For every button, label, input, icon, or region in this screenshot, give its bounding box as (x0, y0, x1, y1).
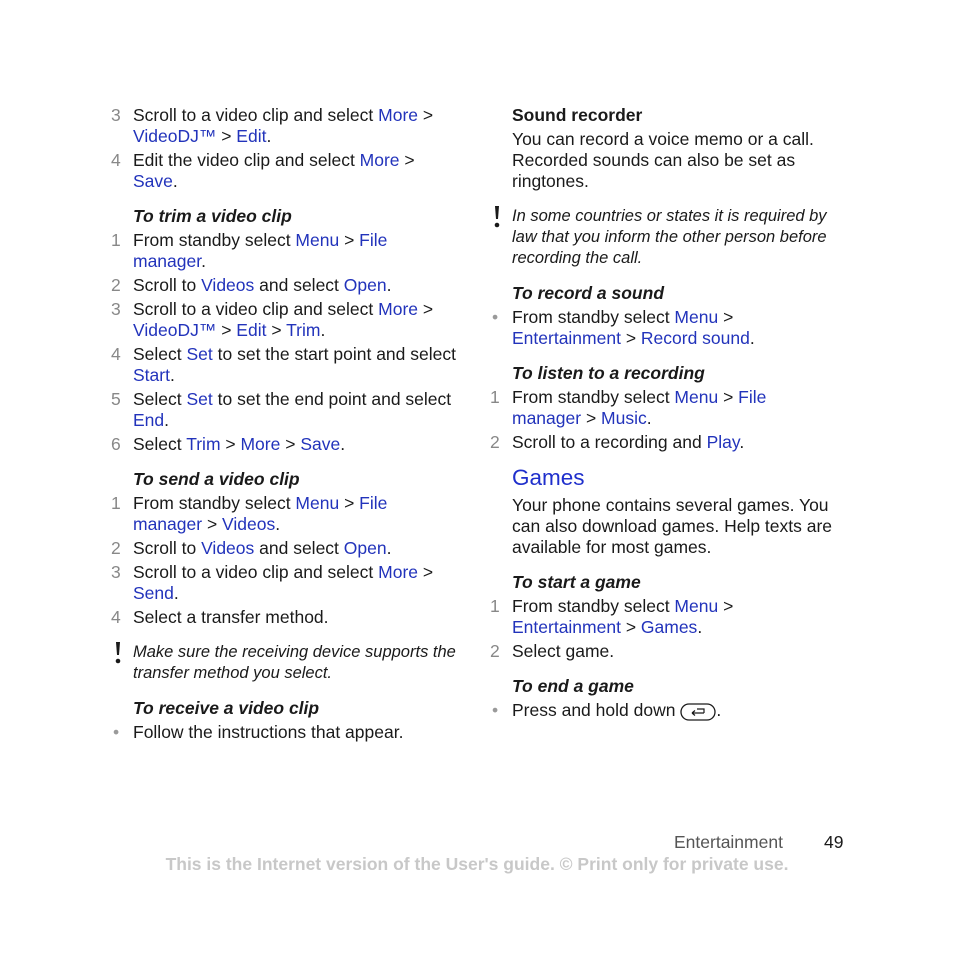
list-item (111, 722, 456, 743)
record-bullet-text (512, 307, 755, 348)
list-item (111, 607, 456, 628)
step-text: > (220, 434, 241, 454)
menu-path-link[interactable]: Menu (295, 230, 340, 250)
step-text: > (718, 387, 739, 407)
send-steps (111, 493, 456, 628)
step-number: 2 (490, 641, 500, 661)
right-column (490, 105, 840, 724)
step-number: 1 (490, 596, 500, 616)
menu-path-link[interactable]: Send (133, 583, 174, 603)
menu-path-link[interactable]: Menu (674, 387, 719, 407)
step-text: . (646, 408, 652, 428)
step-number: 4 (111, 344, 121, 364)
recorder-note-text: In some countries or states it is required by law that you inform the other person before recording the call. (512, 207, 827, 267)
step-text: > (620, 328, 641, 348)
step-text: . (386, 538, 392, 558)
step-text: From standby select (512, 387, 675, 407)
bullet-dot: • (492, 307, 499, 327)
menu-path-link[interactable]: Trim (186, 434, 221, 454)
trim-heading: To trim a video clip (133, 206, 292, 226)
games-text: Your phone contains several games. You can also download games. Help texts are available for most games. (512, 495, 833, 557)
step-text: Select (133, 389, 187, 409)
list-item (111, 538, 456, 559)
start-game-heading: To start a game (512, 572, 641, 592)
menu-path-link[interactable]: Save (133, 171, 173, 191)
receive-heading: To receive a video clip (133, 698, 320, 718)
menu-path-link[interactable]: End (133, 410, 165, 430)
menu-path-link[interactable]: More (240, 434, 281, 454)
step-text: . (266, 126, 272, 146)
menu-path-link[interactable]: Videos (201, 275, 255, 295)
menu-path-link[interactable]: Set (186, 389, 213, 409)
list-item (490, 596, 840, 638)
step-text: . (201, 251, 206, 271)
end-game-heading: To end a game (512, 676, 634, 696)
list-item (111, 562, 456, 604)
list-item (111, 275, 456, 296)
games-title: Games (512, 465, 585, 490)
menu-path-link[interactable]: Menu (674, 596, 719, 616)
step-number: 3 (111, 562, 121, 582)
menu-path-link[interactable]: Music (601, 408, 647, 428)
step-text: . (739, 432, 745, 452)
start-game-steps (490, 596, 840, 662)
step-text: > (620, 617, 641, 637)
list-item (490, 432, 840, 453)
step-text: > (266, 320, 287, 340)
step-text: Select game. (512, 641, 615, 661)
menu-path-link[interactable]: Menu (674, 307, 719, 327)
list-item (490, 307, 840, 349)
step-text: Scroll to a video clip and select (133, 105, 379, 125)
step-text: . (697, 617, 703, 637)
menu-path-link[interactable]: Edit (236, 320, 267, 340)
menu-path-link[interactable]: Save (300, 434, 341, 454)
step-number: 6 (111, 434, 121, 454)
step-number: 5 (111, 389, 121, 409)
step-number: 3 (111, 299, 121, 319)
step-text: Scroll to (133, 275, 202, 295)
step-text: to set the start point and select (212, 344, 456, 364)
menu-path-link[interactable]: VideoDJ™ (133, 320, 217, 340)
warning-icon (491, 205, 503, 231)
step-text: . (386, 275, 392, 295)
step-text: Select a transfer method. (133, 607, 329, 627)
step-text: From standby select (512, 307, 675, 327)
list-item (490, 700, 840, 721)
menu-path-link[interactable]: VideoDJ™ (133, 126, 217, 146)
warning-icon (112, 641, 124, 667)
receive-bullet-text: Follow the instructions that appear. (133, 722, 404, 742)
list-item (111, 434, 456, 455)
menu-path-link[interactable]: Play (706, 432, 740, 452)
list-item (111, 230, 456, 272)
step-text: . (164, 410, 170, 430)
step-number: 2 (490, 432, 500, 452)
menu-path-link[interactable]: More (378, 299, 419, 319)
menu-path-link[interactable]: Entertainment (512, 617, 621, 637)
step-text: > (418, 562, 434, 582)
listen-heading: To listen to a recording (512, 363, 705, 383)
step-text: Scroll to a video clip and select (133, 562, 379, 582)
step-text: > (216, 320, 237, 340)
step-text: > (718, 596, 734, 616)
menu-path-link[interactable]: Record sound (640, 328, 750, 348)
step-number: 4 (111, 607, 121, 627)
receive-steps (111, 722, 456, 743)
step-number: 1 (490, 387, 500, 407)
trim-steps (111, 230, 456, 455)
sound-recorder-text: You can record a voice memo or a call. Recorded sounds can also be set as ringtones. (512, 129, 814, 191)
list-item (111, 150, 456, 192)
step-text: and select (254, 275, 344, 295)
list-item (111, 389, 456, 431)
step-text: From standby select (512, 596, 675, 616)
step-text: > (581, 408, 602, 428)
step-number: 2 (111, 538, 121, 558)
step-text: > (339, 493, 360, 513)
list-item (490, 387, 840, 429)
step-text: Select (133, 344, 187, 364)
list-item (111, 493, 456, 535)
step-text: . (749, 328, 755, 348)
back-key-icon (680, 703, 716, 721)
step-text: From standby select (133, 493, 296, 513)
end-bullet-text: Press and hold down (512, 700, 676, 720)
step-text: Scroll to a recording and (512, 432, 707, 452)
listen-steps (490, 387, 840, 453)
step-text: > (216, 126, 237, 146)
step-number: 1 (111, 230, 121, 250)
menu-path-link[interactable]: Trim (286, 320, 321, 340)
step-text: > (202, 514, 223, 534)
record-steps (490, 307, 840, 349)
menu-path-link[interactable]: More (378, 105, 419, 125)
list-item (111, 344, 456, 386)
menu-path-link[interactable]: Entertainment (512, 328, 621, 348)
step-text: . (340, 434, 346, 454)
step-text: . (169, 365, 175, 385)
step-text: > (339, 230, 360, 250)
menu-path-link[interactable]: File manager (512, 387, 767, 428)
video-edit-steps (111, 105, 456, 192)
list-item (490, 641, 840, 662)
list-item (111, 105, 456, 147)
bullet-dot: • (113, 722, 120, 742)
menu-path-link[interactable]: Start (133, 365, 170, 385)
end-bullet-suffix: . (716, 700, 722, 720)
menu-path-link[interactable]: Videos (201, 538, 255, 558)
footer-disclaimer: This is the Internet version of the User's guide. © Print only for private use. (165, 854, 789, 874)
step-text: > (418, 105, 434, 125)
step-text: and select (254, 538, 344, 558)
step-text: > (280, 434, 301, 454)
step-number: 4 (111, 150, 121, 170)
step-number: 3 (111, 105, 121, 125)
step-text: Scroll to (133, 538, 202, 558)
menu-path-link[interactable]: Games (640, 617, 698, 637)
send-note (111, 642, 456, 684)
menu-path-link[interactable]: Videos (222, 514, 276, 534)
menu-path-link[interactable]: File manager (133, 493, 388, 534)
menu-path-link[interactable]: File manager (133, 230, 388, 271)
menu-path-link[interactable]: Open (343, 275, 387, 295)
menu-path-link[interactable]: Open (343, 538, 387, 558)
step-text: . (275, 514, 281, 534)
footer-section-label: Entertainment (674, 832, 783, 852)
step-text: . (173, 583, 179, 603)
left-column (111, 105, 456, 746)
step-text: From standby select (133, 230, 296, 250)
recorder-note (490, 206, 840, 269)
step-text: > (418, 299, 434, 319)
end-game-steps (490, 700, 840, 721)
step-number: 1 (111, 493, 121, 513)
menu-path-link[interactable]: Edit (236, 126, 267, 146)
step-text: Scroll to a video clip and select (133, 299, 379, 319)
record-heading: To record a sound (512, 283, 665, 303)
step-number: 2 (111, 275, 121, 295)
bullet-dot: • (492, 700, 499, 720)
menu-path-link[interactable]: Menu (295, 493, 340, 513)
step-text: > (718, 307, 734, 327)
page-number: 49 (824, 832, 844, 852)
step-text: . (320, 320, 326, 340)
step-text: Select (133, 434, 187, 454)
step-text: to set the end point and select (212, 389, 452, 409)
send-note-text: Make sure the receiving device supports the transfer method you select. (133, 643, 456, 682)
menu-path-link[interactable]: More (359, 150, 400, 170)
step-text: Edit the video clip and select (133, 150, 360, 170)
menu-path-link[interactable]: More (378, 562, 419, 582)
menu-path-link[interactable]: Set (186, 344, 213, 364)
step-text: > (399, 150, 415, 170)
sound-recorder-heading: Sound recorder (512, 105, 643, 125)
list-item (111, 299, 456, 341)
send-heading: To send a video clip (133, 469, 300, 489)
step-text: . (172, 171, 178, 191)
